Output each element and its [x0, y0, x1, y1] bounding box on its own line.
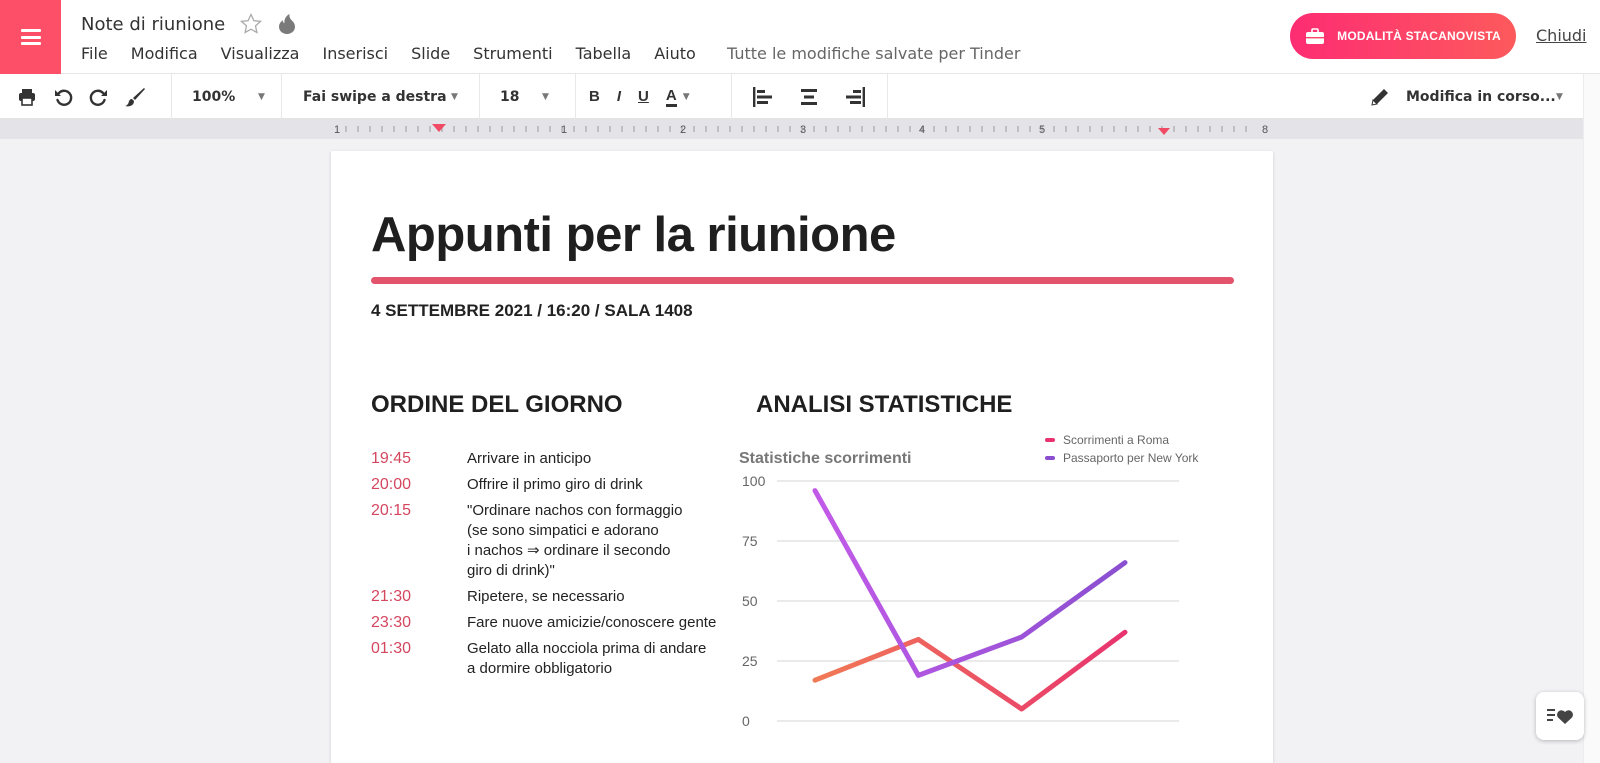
- chevron-down-icon: ▼: [451, 91, 458, 102]
- ruler-label: 1: [560, 124, 568, 136]
- work-mode-label: MODALITÀ STACANOVISTA: [1337, 29, 1501, 43]
- text-color-button[interactable]: [666, 87, 690, 107]
- agenda-time: 20:00: [371, 476, 412, 493]
- edit-mode-label: Modifica in corso...: [1406, 88, 1556, 105]
- agenda-text: Ripetere, se necessario: [467, 588, 625, 605]
- chart-title: Statistiche scorrimenti: [739, 450, 912, 467]
- saved-status[interactable]: Tutte le modifiche salvate per Tinder: [727, 44, 1021, 63]
- agenda-time: 19:45: [371, 450, 412, 467]
- agenda-time: 01:30: [371, 640, 412, 657]
- chevron-down-icon: ▼: [542, 91, 549, 102]
- bold-button[interactable]: B: [589, 88, 600, 105]
- agenda-time: 23:30: [371, 614, 412, 631]
- menu-inserisci[interactable]: Inserisci: [322, 44, 389, 63]
- title-row: [81, 12, 297, 36]
- print-icon[interactable]: [16, 86, 38, 108]
- agenda-item: [371, 449, 751, 469]
- vertical-scrollbar[interactable]: [1583, 74, 1600, 763]
- agenda-item: [371, 639, 751, 679]
- paint-format-icon[interactable]: [124, 86, 146, 108]
- underline-button[interactable]: U: [638, 88, 649, 105]
- agenda-text: Offrire il primo giro di drink: [467, 476, 643, 493]
- zoom-value: 100%: [192, 88, 236, 105]
- font-size-select[interactable]: [480, 74, 576, 119]
- line-chart: [739, 431, 1239, 763]
- series-line-roma: [815, 632, 1125, 709]
- left-indent-marker[interactable]: [432, 124, 446, 132]
- menu-visualizza[interactable]: Visualizza: [220, 44, 300, 63]
- toolbar-history-group: [0, 74, 172, 119]
- right-indent-marker[interactable]: [1158, 128, 1170, 135]
- agenda-item: [371, 613, 751, 633]
- align-group: [732, 74, 888, 119]
- flame-icon[interactable]: [277, 13, 297, 35]
- menu-slide[interactable]: Slide: [411, 44, 451, 63]
- italic-button[interactable]: I: [616, 88, 622, 105]
- legend-label: Passaporto per New York: [1063, 451, 1199, 465]
- close-link[interactable]: Chiudi: [1536, 26, 1587, 45]
- heart-list-button[interactable]: [1536, 692, 1584, 740]
- document-title[interactable]: Note di riunione: [81, 13, 226, 35]
- menu-modifica[interactable]: Modifica: [130, 44, 198, 63]
- star-icon[interactable]: [239, 12, 263, 36]
- legend-swatch: [1045, 438, 1055, 442]
- edit-mode-select[interactable]: [1370, 74, 1563, 119]
- menu-aiuto[interactable]: Aiuto: [654, 44, 696, 63]
- meeting-meta: 4 SETTEMBRE 2021 / 16:20 / SALA 1408: [371, 301, 693, 320]
- pencil-icon: [1370, 87, 1390, 107]
- agenda-text: Arrivare in anticipo: [467, 450, 592, 467]
- y-tick-label: 50: [742, 593, 758, 609]
- redo-icon[interactable]: [88, 86, 110, 108]
- font-value: Fai swipe a destra: [303, 88, 447, 105]
- agenda-heading: ORDINE DEL GIORNO: [371, 391, 623, 418]
- ruler-label: 4: [918, 124, 926, 136]
- align-right-icon[interactable]: [844, 86, 866, 108]
- chevron-down-icon: ▼: [1556, 91, 1563, 102]
- font-size-value: 18: [500, 88, 520, 105]
- agenda-text: "Ordinare nachos con formaggio (se sono simpatici e adorano i nachos ⇒ ordinare il secondo giro di drink)": [467, 502, 683, 579]
- y-tick-label: 75: [742, 533, 758, 549]
- agenda-text: Gelato alla nocciola prima di andare a dormire obbligatorio: [467, 640, 707, 677]
- text-color-label: A: [666, 87, 677, 107]
- undo-icon[interactable]: [52, 86, 74, 108]
- document-page[interactable]: [331, 151, 1273, 763]
- y-tick-label: 0: [742, 713, 750, 729]
- work-mode-button[interactable]: [1290, 13, 1516, 59]
- font-select[interactable]: [282, 74, 480, 119]
- ruler-label: 2: [679, 124, 687, 136]
- heading-divider: [371, 277, 1234, 284]
- agenda-time: 21:30: [371, 588, 412, 605]
- ruler: [0, 119, 1600, 139]
- series-line-new-york: [815, 491, 1125, 676]
- align-center-icon[interactable]: [798, 86, 820, 108]
- hamburger-menu-button[interactable]: [0, 0, 61, 74]
- agenda-time: 20:15: [371, 502, 412, 519]
- menu-file[interactable]: File: [81, 44, 108, 63]
- chevron-down-icon: ▼: [682, 91, 690, 102]
- zoom-select[interactable]: [172, 74, 282, 119]
- hamburger-icon: [21, 29, 41, 45]
- agenda-item: [371, 501, 751, 581]
- chevron-down-icon: ▼: [258, 91, 265, 102]
- chart-series: [815, 491, 1125, 709]
- chart-legend: [1045, 433, 1199, 465]
- briefcase-icon: [1305, 28, 1325, 45]
- ruler-label: 8: [1261, 124, 1269, 136]
- agenda-text: Fare nuove amicizie/conoscere gente: [467, 614, 717, 631]
- agenda-list: [371, 449, 751, 685]
- agenda-item: [371, 475, 751, 495]
- app-header: [0, 0, 1600, 74]
- ruler-label: 5: [1038, 124, 1046, 136]
- agenda-item: [371, 587, 751, 607]
- ruler-label: 1: [333, 124, 341, 136]
- heart-list-icon: [1546, 706, 1574, 726]
- align-left-icon[interactable]: [752, 86, 774, 108]
- legend-swatch: [1045, 456, 1055, 460]
- menu-strumenti[interactable]: Strumenti: [473, 44, 553, 63]
- ruler-label: 3: [799, 124, 807, 136]
- document-heading: Appunti per la riunione: [371, 208, 896, 262]
- y-tick-label: 100: [742, 473, 766, 489]
- text-format-group: [576, 74, 732, 119]
- menubar: [81, 44, 719, 63]
- toolbar: [0, 74, 1600, 119]
- legend-label: Scorrimenti a Roma: [1063, 433, 1170, 447]
- stats-heading: ANALISI STATISTICHE: [756, 391, 1013, 418]
- ruler-ticks: [0, 119, 1600, 139]
- stats-chart: [739, 431, 1239, 763]
- y-tick-label: 25: [742, 653, 758, 669]
- menu-tabella[interactable]: Tabella: [575, 44, 632, 63]
- chart-grid: [742, 473, 1179, 729]
